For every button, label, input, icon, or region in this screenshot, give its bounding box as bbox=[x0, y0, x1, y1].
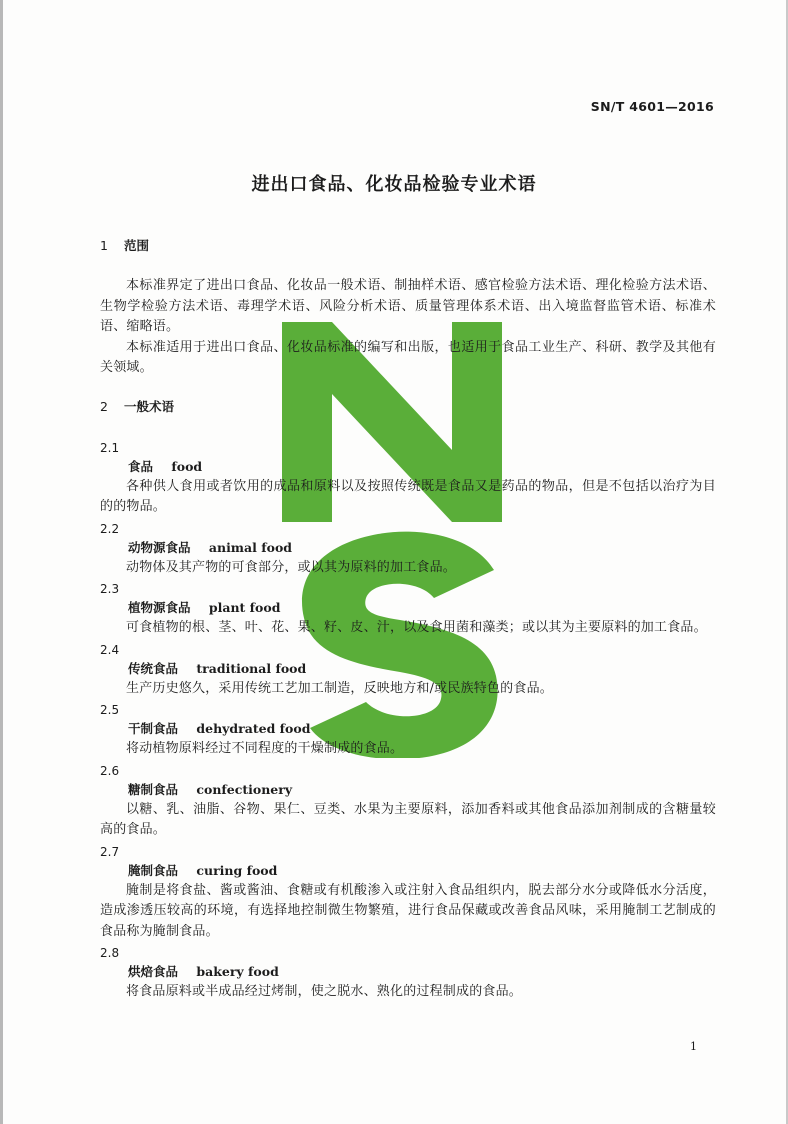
term-english: food bbox=[171, 458, 203, 474]
term-entry bbox=[100, 520, 716, 579]
term-chinese: 动物源食品 bbox=[128, 539, 191, 555]
term-number: 2.6 bbox=[100, 763, 120, 778]
term-number: 2.4 bbox=[100, 642, 120, 657]
term-entry bbox=[100, 641, 716, 700]
term-heading bbox=[100, 780, 716, 800]
term-english: traditional food bbox=[196, 660, 307, 676]
section-heading-general-terms bbox=[100, 397, 716, 417]
term-number: 2.2 bbox=[100, 521, 120, 536]
term-entry bbox=[100, 843, 716, 943]
term-definition: 各种供人食用或者饮用的成品和原料以及按照传统既是食品又是药品的物品，但是不包括以治疗为目的的物品。 bbox=[100, 478, 716, 514]
term-entry bbox=[100, 762, 716, 841]
term-heading bbox=[100, 659, 716, 679]
term-number: 2.1 bbox=[100, 440, 120, 455]
term-definition: 将食品原料或半成品经过烤制，使之脱水、熟化的过程制成的食品。 bbox=[126, 984, 523, 999]
term-entry bbox=[100, 439, 716, 518]
term-entry bbox=[100, 944, 716, 1003]
term-entry bbox=[100, 701, 716, 760]
document-body bbox=[100, 236, 716, 1003]
term-number: 2.3 bbox=[100, 582, 120, 596]
document-title: 进出口食品、化妆品检验专业术语 bbox=[251, 174, 537, 195]
term-heading bbox=[100, 538, 716, 558]
term-number: 2.5 bbox=[100, 703, 120, 717]
term-entry bbox=[100, 580, 716, 639]
term-english: dehydrated food bbox=[196, 721, 311, 736]
section-number: 1 bbox=[100, 238, 108, 253]
term-chinese: 食品 bbox=[128, 458, 154, 474]
term-heading bbox=[100, 457, 716, 477]
section-title: 一般术语 bbox=[124, 398, 175, 414]
term-english: plant food bbox=[208, 600, 281, 615]
scope-paragraph: 本标准适用于进出口食品、化妆品标准的编写和出版，也适用于食品工业生产、科研、教学及其他有关领域。 bbox=[100, 339, 716, 375]
section-number: 2 bbox=[100, 398, 108, 414]
term-definition: 动物体及其产物的可食部分，或以其为原料的加工食品。 bbox=[126, 559, 457, 575]
term-definition: 生产历史悠久，采用传统工艺加工制造，反映地方和/或民族特色的食品。 bbox=[126, 680, 553, 696]
term-number: 2.7 bbox=[100, 844, 120, 859]
term-heading bbox=[100, 962, 716, 982]
page-number: 1 bbox=[690, 1040, 697, 1053]
scan-edge-left bbox=[0, 0, 3, 1124]
section-title: 范围 bbox=[124, 238, 150, 253]
term-chinese: 烘焙食品 bbox=[128, 964, 179, 979]
term-heading bbox=[100, 598, 716, 618]
standard-code: SN/T 4601—2016 bbox=[590, 99, 714, 114]
term-chinese: 干制食品 bbox=[128, 721, 179, 736]
term-chinese: 糖制食品 bbox=[128, 781, 179, 797]
term-chinese: 植物源食品 bbox=[128, 600, 191, 615]
term-english: bakery food bbox=[196, 964, 279, 979]
term-heading bbox=[100, 719, 716, 739]
term-number: 2.8 bbox=[100, 946, 120, 960]
term-heading bbox=[100, 861, 716, 881]
term-definition: 腌制是将食盐、酱或酱油、食糖或有机酸渗入或注射入食品组织内，脱去部分水分或降低水分活度，造成渗透压较高的环境，有选择地控制微生物繁殖，进行食品保藏或改善食品风味，采用腌制工艺制成的食品称为腌制食品。 bbox=[100, 882, 716, 939]
section-heading-scope bbox=[100, 236, 716, 256]
term-definition: 将动植物原料经过不同程度的干燥制成的食品。 bbox=[126, 741, 404, 756]
term-chinese: 传统食品 bbox=[128, 660, 179, 676]
term-chinese: 腌制食品 bbox=[128, 862, 179, 878]
term-english: curing food bbox=[196, 862, 278, 878]
term-english: confectionery bbox=[196, 781, 293, 797]
term-definition: 可食植物的根、茎、叶、花、果、籽、皮、汁，以及食用菌和藻类；或以其为主要原料的加工食品。 bbox=[126, 620, 707, 635]
scope-paragraph: 本标准界定了进出口食品、化妆品一般术语、制抽样术语、感官检验方法术语、理化检验方法术语、生物学检验方法术语、毒理学术语、风险分析术语、质量管理体系术语、出入境监督监管术语、标准术语、缩略语。 bbox=[100, 278, 716, 334]
term-english: animal food bbox=[208, 539, 293, 555]
term-definition: 以糖、乳、油脂、谷物、果仁、豆类、水果为主要原料，添加香料或其他食品添加剂制成的含糖量较高的食品。 bbox=[100, 801, 716, 837]
